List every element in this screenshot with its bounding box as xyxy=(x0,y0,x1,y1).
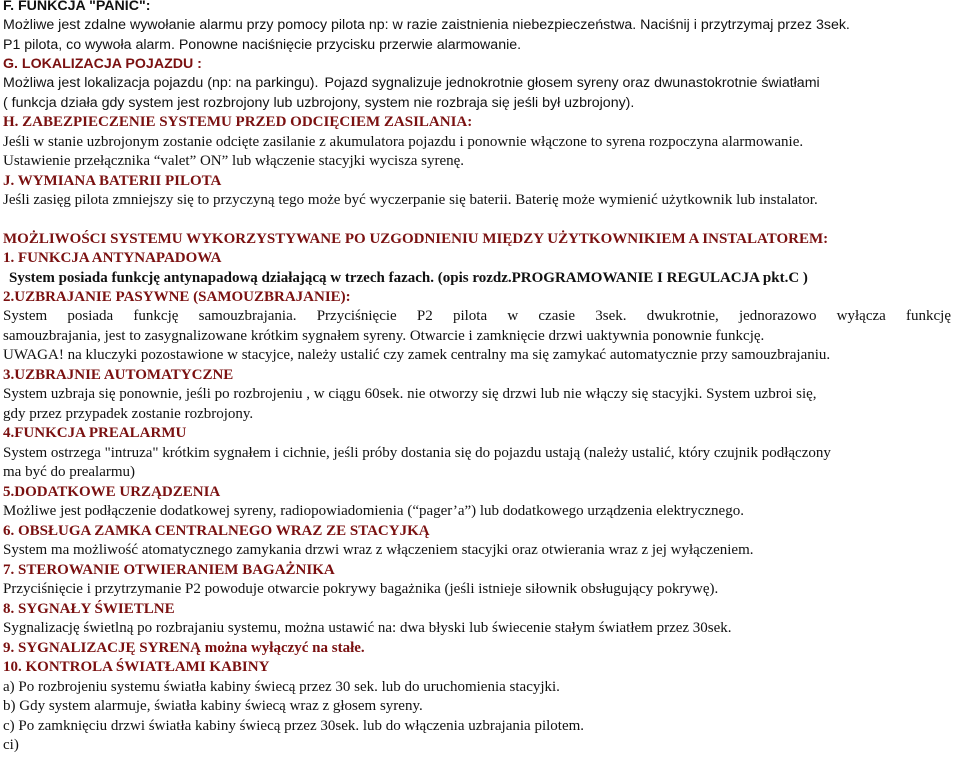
section-h-text-line-1: Jeśli w stanie uzbrojonym zostanie odcięte zasilanie z akumulatora pojazdu i ponownie włączone to syrena rozpoczyna alarmowanie. xyxy=(3,134,804,150)
section-7-text-line-1: Przyciśnięcie i przytrzymanie P2 powoduje otwarcie pokrywy bagażnika (jeśli istnieje siłownik obsługujący pokrywę). xyxy=(3,581,719,597)
section-10-item-ci: ci) xyxy=(3,737,19,753)
section-7-heading: 7. STEROWANIE OTWIERANIEM BAGAŻNIKA xyxy=(3,562,335,578)
section-1-text-line-1: System posiada funkcję antynapadową działającą w trzech fazach. (opis rozdz.PROGRAMOWANIE I REGULACJA pkt.C ) xyxy=(9,270,808,286)
section-g-heading: G. LOKALIZACJA POJAZDU : xyxy=(3,56,202,72)
section-10-item-a: a) Po rozbrojeniu systemu światła kabiny świecą przez 30 sek. lub do uruchomienia stacyjki. xyxy=(3,679,560,695)
section-6-heading: 6. OBSŁUGA ZAMKA CENTRALNEGO WRAZ ZE STACYJKĄ xyxy=(3,523,430,539)
section-j-heading: J. WYMIANA BATERII PILOTA xyxy=(3,173,222,189)
section-2-heading: 2.UZBRAJANIE PASYWNE (SAMOUZBRAJANIE): xyxy=(3,289,351,305)
section-3-text-line-1: System uzbraja się ponownie, jeśli po rozbrojeniu , w ciągu 60sek. nie otworzy się drzwi lub nie włączy się stacyjki. System uzbroi się, xyxy=(3,386,817,402)
section-5-text-line-1: Możliwe jest podłączenie dodatkowej syreny, radiopowiadomienia (“pager’a”) lub dodatkowego urządzenia elektrycznego. xyxy=(3,503,744,519)
section-10-item-b: b) Gdy system alarmuje, światła kabiny świecą wraz z głosem syreny. xyxy=(3,698,423,714)
section-10-heading: 10. KONTROLA ŚWIATŁAMI KABINY xyxy=(3,659,270,675)
section-6-text-line-1: System ma możliwość atomatycznego zamykania drzwi wraz z włączeniem stacyjki oraz otwierania wraz z jej wyłączeniem. xyxy=(3,542,754,558)
section-9-heading: 9. SYGNALIZACJĘ SYRENĄ można wyłączyć na stałe. xyxy=(3,640,365,656)
section-f-text-line-1: Możliwe jest zdalne wywołanie alarmu przy pomocy pilota np: w razie zaistnienia niebezpieczeństwa. Naciśnij i przytrzymaj przez 3sek. xyxy=(3,17,850,33)
section-j-text-line-1: Jeśli zasięg pilota zmniejszy się to przyczyną tego może być wyczerpanie się baterii. Baterię może wymienić użytkownik lub instalator. xyxy=(3,192,818,208)
section-2-text-line-1: System posiada funkcję samouzbrajania. Przyciśnięcie P2 pilota w czasie 3sek. dwukrotnie, jednorazowo wyłącza funkcję xyxy=(3,308,951,324)
section-4-text-line-1: System ostrzega "intruza" krótkim sygnałem i cichnie, jeśli próby dostania się do pojazdu ustają (należy ustalić, który czujnik podłączony xyxy=(3,445,831,461)
section-2-text-line-2: samouzbrajania, jest to zasygnalizowane krótkim sygnałem syreny. Otwarcie i zamknięcie drzwi uaktywnia ponownie funkcję. xyxy=(3,328,765,344)
section-3-text-line-2: gdy przez przypadek zostanie rozbrojony. xyxy=(3,406,254,422)
section-2-text-line-3: UWAGA! na kluczyki pozostawione w stacyjce, należy ustalić czy zamek centralny ma się zamykać automatycznie przy samouzbrajaniu. xyxy=(3,347,831,363)
section-h-text-line-2: Ustawienie przełącznika “valet” ON” lub włączenie stacyjki wycisza syrenę. xyxy=(3,153,465,169)
section-g-text-part-2: Pojazd sygnalizuje jednokrotnie głosem syreny oraz dwunastokrotnie światłami xyxy=(324,75,820,91)
section-3-heading: 3.UZBRAJNIE AUTOMATYCZNE xyxy=(3,367,234,383)
section-5-heading: 5.DODATKOWE URZĄDZENIA xyxy=(3,484,221,500)
section-4-heading: 4.FUNKCJA PREALARMU xyxy=(3,425,187,441)
section-g-text-line-2: ( funkcja działa gdy system jest rozbrojony lub uzbrojony, system nie rozbraja się jeśli był uzbrojony). xyxy=(3,95,635,111)
section-8-heading: 8. SYGNAŁY ŚWIETLNE xyxy=(3,601,175,617)
section-h-heading: H. ZABEZPIECZENIE SYSTEMU PRZED ODCIĘCIEM ZASILANIA: xyxy=(3,114,473,130)
section-8-text-line-1: Sygnalizację świetlną po rozbrajaniu systemu, można ustawić na: dwa błyski lub świecenie stałym światłem przez 30sek. xyxy=(3,620,732,636)
section-10-item-c: c) Po zamknięciu drzwi światła kabiny świecą przez 30sek. lub do włączenia uzbrajania pilotem. xyxy=(3,718,585,734)
options-heading: MOŻLIWOŚCI SYSTEMU WYKORZYSTYWANE PO UZGODNIENIU MIĘDZY UŻYTKOWNIKIEM A INSTALATOREM: xyxy=(3,231,829,247)
section-g-text-part-1: Możliwa jest lokalizacja pojazdu (np: na parkingu). xyxy=(3,75,319,91)
section-4-text-line-2: ma być do prealarmu) xyxy=(3,464,136,480)
section-f-text-line-2: P1 pilota, co wywoła alarm. Ponowne naciśnięcie przycisku przerwie alarmowanie. xyxy=(3,37,522,53)
section-1-heading: 1. FUNKCJA ANTYNAPADOWA xyxy=(3,250,222,266)
section-f-heading: F. FUNKCJA "PANIC": xyxy=(3,0,151,14)
section-g-text-line-1 xyxy=(3,74,951,93)
